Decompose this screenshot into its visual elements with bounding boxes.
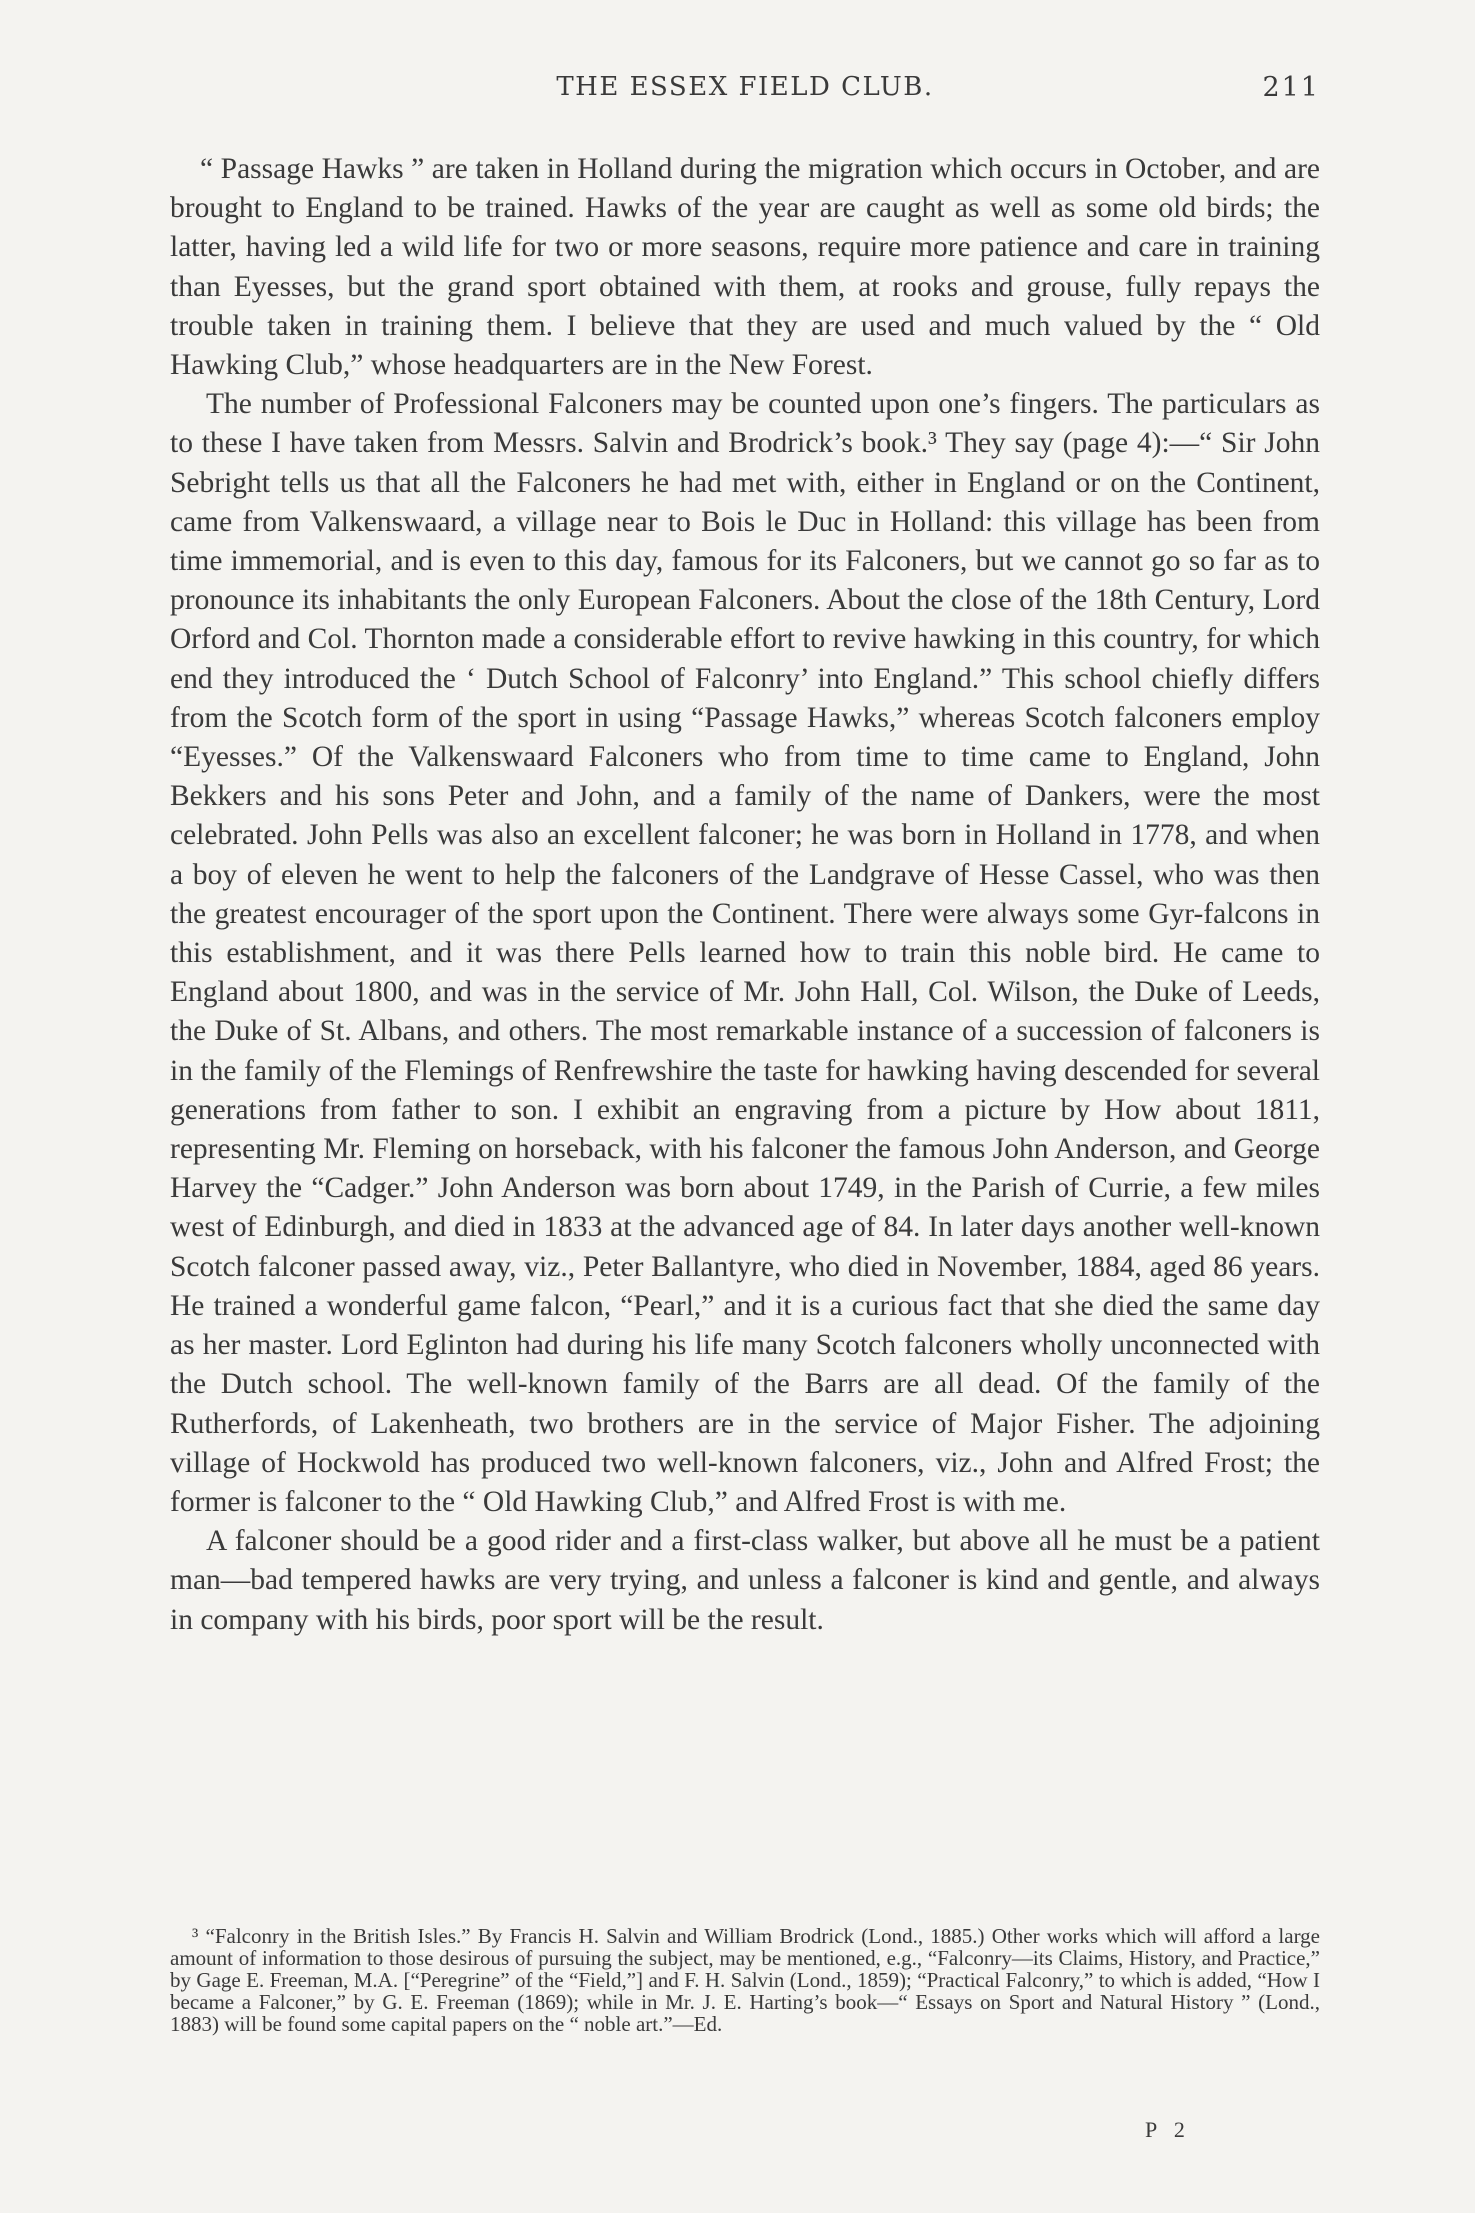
running-header	[170, 72, 1320, 112]
signature-mark: P 2	[1145, 2117, 1191, 2142]
paragraph-passage-hawks: “ Passage Hawks ” are taken in Holland during the migration which occurs in October, and are brought to England to be trained. Hawks of the year are caught as well as some old birds; the latter, having led a wild life for two or more seasons, require more patience and care in training than Eyesses, but the grand sport obtained with them, at rooks and grouse, fully repays the trouble taken in training them. I believe that they are used and much valued by the “ Old Hawking Club,” whose headquarters are in the New Forest.	[170, 153, 1320, 382]
body-text	[170, 150, 1320, 1640]
footnotes	[170, 1925, 1320, 2035]
paragraph-professional-falconers: The number of Professional Falconers may be counted upon one’s fingers. The particulars as to these I have taken from Messrs. Salvin and Brodrick’s book.³ They say (page 4):—“ Sir John Sebright tells us that all the Falconers he had met with, either in England or on the Continent, came from Valkenswaard, a village near to Bois le Duc in Holland: this village has been from time immemorial, and is even to this day, famous for its Falconers, but we cannot go so far as to pronounce its inhabitants the only European Falconers. About the close of the 18th Century, Lord Orford and Col. Thornton made a considerable effort to revive hawking in this country, for which end they introduced the ‘ Dutch School of Falconry’ into England.” This school chiefly differs from the Scotch form of the sport in using “Passage Hawks,” whereas Scotch falconers employ “Eyesses.” Of the Valkenswaard Falconers who from time to time came to England, John Bekkers and his sons Peter and John, and a family of the name of Dankers, were the most celebrated. John Pells was also an excellent falconer; he was born in Holland in 1778, and when a boy of eleven he went to help the falconers of the Landgrave of Hesse Cassel, who was then the greatest encourager of the sport upon the Continent. There were always some Gyr-falcons in this establishment, and it was there Pells learned how to train this noble bird. He came to England about 1800, and was in the service of Mr. John Hall, Col. Wilson, the Duke of Leeds, the Duke of St. Albans, and others. The most remarkable instance of a succession of falconers is in the family of the Flemings of Renfrewshire the taste for hawking having descended for several generations from father to son. I exhibit an engraving from a picture by How about 1811, representing Mr. Fleming on horseback, with his falconer the famous John Anderson, and George Harvey the “Cadger.” John Anderson was born about 1749, in the Parish of Currie, a few miles west of Edinburgh, and died in 1833 at the advanced age of 84. In later days another well-known Scotch falconer passed away, viz., Peter Ballantyre, who died in November, 1884, aged 86 years. He trained a wonderful game falcon, “Pearl,” and it is a curious fact that she died the same day as her master. Lord Eglinton had during his life many Scotch falconers wholly unconnected with the Dutch school. The well-known family of the Barrs are all dead. Of the family of the Rutherfords, of Lakenheath, two brothers are in the service of Major Fisher. The adjoining village of Hockwold has produced two well-known falconers, viz., John and Alfred Frost; the former is falconer to the “ Old Hawking Club,” and Alfred Frost is with me.	[170, 388, 1320, 1518]
footnote-3: ³ “Falconry in the British Isles.” By Francis H. Salvin and William Brodrick (Lond., 1885.) Other works which will afford a large amount of information to those desirous of pursuing the subject, may be mentioned, e.g., “Falconry—its Claims, History, and Practice,” by Gage E. Freeman, M.A. [“Peregrine” of the “Field,”] and F. H. Salvin (Lond., 1859); “Practical Falconry,” to which is added, “How I became a Falconer,” by G. E. Freeman (1869); while in Mr. J. E. Harting’s book—“ Essays on Sport and Natural History ” (Lond., 1883) will be found some capital papers on the “ noble art.”—Ed.	[170, 1924, 1320, 2036]
running-title: THE ESSEX FIELD CLUB.	[556, 72, 934, 102]
page-number: 211	[1262, 72, 1320, 103]
paragraph-falconer-qualities: A falconer should be a good rider and a first-class walker, but above all he must be a patient man—bad tempered hawks are very trying, and unless a falconer is kind and gentle, and always in company with his birds, poor sport will be the result.	[170, 1525, 1320, 1636]
